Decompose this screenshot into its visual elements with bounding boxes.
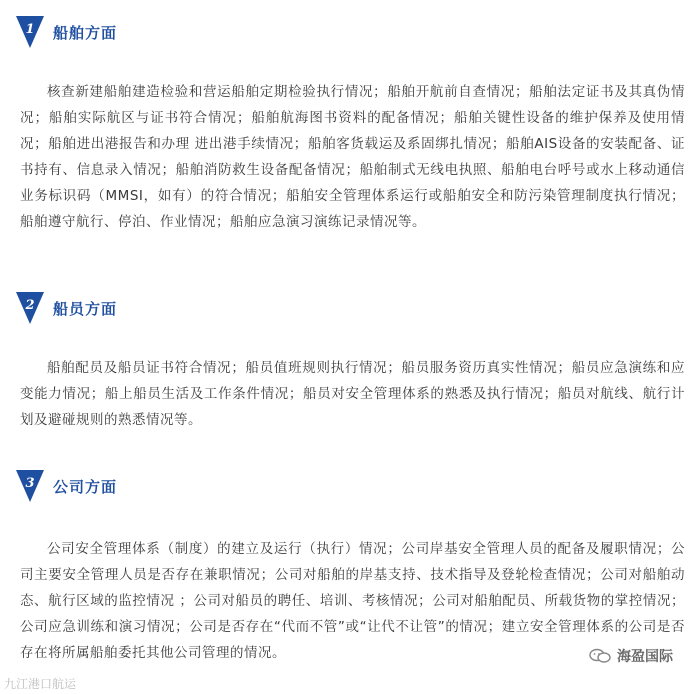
section-title: 船员方面 bbox=[53, 300, 118, 318]
section-body: 公司安全管理体系（制度）的建立及运行（执行）情况；公司岸基安全管理人员的配备及履职情况；公司主要安全管理人员是否存在兼职情况；公司对船舶的岸基支持、技术指导及登轮检查情况；公司对船舶动态、航行区域的监控情况 ；公司对船员的聘任、培训、考核情况；公司对船舶配员、所载货物的掌控情况；公司应急训练和演习情况；公司是否存在“代而不管”或“让代不让管”的情况；建立安全管理体系的公司是否存在将所属船舶委托其他公司管理的情况。 bbox=[20, 541, 685, 661]
section-company bbox=[0, 468, 689, 504]
section-body: 核查新建船舶建造检验和营运船舶定期检验执行情况；船舶开航前自查情况；船舶法定证书及其真伪情况；船舶实际航区与证书符合情况；船舶航海图书资料的配备情况；船舶关键性设备的维护保养及使用情况；船舶进出港报告和办理 进出港手续情况；船舶客货载运及系固绑扎情况；船舶AIS设备的安装配备、证书持有、信息录入情况；船舶消防救生设备配备情况；船舶制式无线电执照、船舶电台呼号或水上移动通信业务标识码（MMSI，如有）的符合情况；船舶安全管理体系运行或船舶安全和防污染管理制度执行情况；船舶遵守航行、停泊、作业情况；船舶应急演习演练记录情况等。 bbox=[20, 84, 685, 230]
wechat-icon bbox=[589, 648, 611, 664]
wechat-watermark bbox=[589, 646, 673, 666]
section-crew bbox=[0, 290, 689, 326]
watermark-text: 海盈国际 bbox=[617, 649, 673, 665]
section-heading bbox=[0, 290, 689, 326]
section-number: 3 bbox=[25, 476, 35, 491]
section-title: 船舶方面 bbox=[53, 24, 118, 42]
section-number-badge bbox=[14, 290, 46, 326]
section-ship bbox=[0, 14, 689, 50]
section-title: 公司方面 bbox=[53, 478, 118, 496]
corner-watermark: 九江港口航运 bbox=[4, 677, 77, 691]
section-number-badge bbox=[14, 468, 46, 504]
section-number: 1 bbox=[25, 22, 35, 37]
section-body: 船舶配员及船员证书符合情况；船员值班规则执行情况；船员服务资历真实性情况；船员应急演练和应变能力情况；船上船员生活及工作条件情况；船员对安全管理体系的熟悉及执行情况；船员对航线、航行计划及避碰规则的熟悉情况等。 bbox=[20, 360, 685, 428]
section-number-badge bbox=[14, 14, 46, 50]
section-heading bbox=[0, 14, 689, 50]
section-number: 2 bbox=[25, 298, 35, 313]
section-heading bbox=[0, 468, 689, 504]
